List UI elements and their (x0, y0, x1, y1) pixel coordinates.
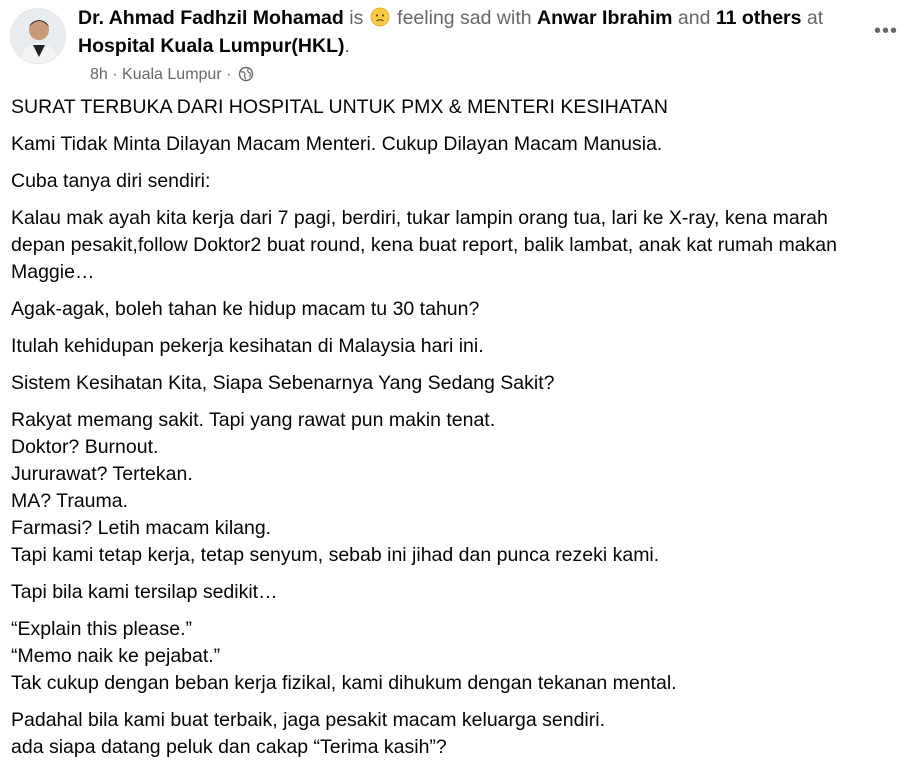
post-line: Doktor? Burnout. (11, 436, 159, 458)
post-line: Itulah kehidupan pekerja kesihatan di Malaysia hari ini. (11, 335, 484, 357)
post-line: Rakyat memang sakit. Tapi yang rawat pun makin tenat. (11, 409, 496, 431)
post-paragraph (11, 370, 896, 397)
checkin-location[interactable]: Hospital Kuala Lumpur(HKL) (78, 35, 345, 57)
post-paragraph (11, 707, 896, 760)
post-line: Sistem Kesihatan Kita, Siapa Sebenarnya Yang Sedang Sakit? (11, 372, 555, 394)
meta-separator: · (112, 66, 118, 83)
post-line: Kalau mak ayah kita kerja dari 7 pagi, berdiri, tukar lampin orang tua, lari ke X-ray, kena marah (11, 207, 828, 229)
post-paragraph (11, 131, 896, 158)
and-text: and (677, 7, 711, 29)
author-name[interactable]: Dr. Ahmad Fadhzil Mohamad (78, 7, 344, 29)
sad-face-icon (370, 7, 390, 27)
more-options-icon[interactable]: ••• (873, 20, 898, 42)
post-line: “Memo naik ke pejabat.” (11, 645, 221, 667)
post-line: Agak-agak, boleh tahan ke hidup macam tu 30 tahun? (11, 298, 480, 320)
post-line: Kami Tidak Minta Dilayan Macam Menteri. Cukup Dilayan Macam Manusia. (11, 133, 663, 155)
post-line: MA? Trauma. (11, 490, 129, 512)
post-meta (90, 64, 254, 86)
post-paragraph (11, 205, 896, 286)
post-title-line (78, 4, 858, 60)
meta-separator-2: · (226, 66, 232, 83)
post-line: Padahal bila kami buat terbaik, jaga pesakit macam keluarga sendiri. (11, 709, 605, 731)
tagged-person[interactable]: Anwar Ibrahim (537, 7, 673, 29)
post-paragraph (11, 94, 896, 121)
post-paragraph (11, 168, 896, 195)
post-paragraph (11, 296, 896, 323)
post-line: Maggie… (11, 261, 95, 283)
post-paragraph (11, 616, 896, 697)
post-line: Tapi kami tetap kerja, tetap senyum, sebab ini jihad dan punca rezeki kami. (11, 544, 660, 566)
tagged-others[interactable]: 11 others (715, 7, 802, 29)
location-period: . (344, 35, 350, 57)
feeling-text: feeling sad with (397, 7, 532, 29)
post-header (10, 4, 910, 90)
post-place[interactable]: Kuala Lumpur (122, 66, 222, 83)
post-line: depan pesakit,follow Doktor2 buat round, kena buat report, balik lambat, anak kat rumah makan (11, 234, 837, 256)
post-line: Farmasi? Letih macam kilang. (11, 517, 272, 539)
post-time[interactable]: 8h (90, 66, 108, 83)
post-line: Tapi bila kami tersilap sedikit… (11, 581, 278, 603)
post-paragraph (11, 407, 896, 569)
post-line: Cuba tanya diri sendiri: (11, 170, 211, 192)
is-text: is (349, 7, 364, 29)
post-body (11, 94, 896, 760)
author-avatar[interactable] (10, 8, 66, 64)
post-paragraph (11, 579, 896, 606)
at-text: at (806, 7, 824, 29)
post-line: Jururawat? Tertekan. (11, 463, 193, 485)
post-line: “Explain this please.” (11, 618, 193, 640)
globe-icon[interactable] (238, 66, 254, 82)
post-paragraph (11, 333, 896, 360)
post-line: ada siapa datang peluk dan cakap “Terima kasih”? (11, 736, 447, 758)
post-line: Tak cukup dengan beban kerja fizikal, kami dihukum dengan tekanan mental. (11, 672, 677, 694)
post-line: SURAT TERBUKA DARI HOSPITAL UNTUK PMX & MENTERI KESIHATAN (11, 96, 668, 118)
